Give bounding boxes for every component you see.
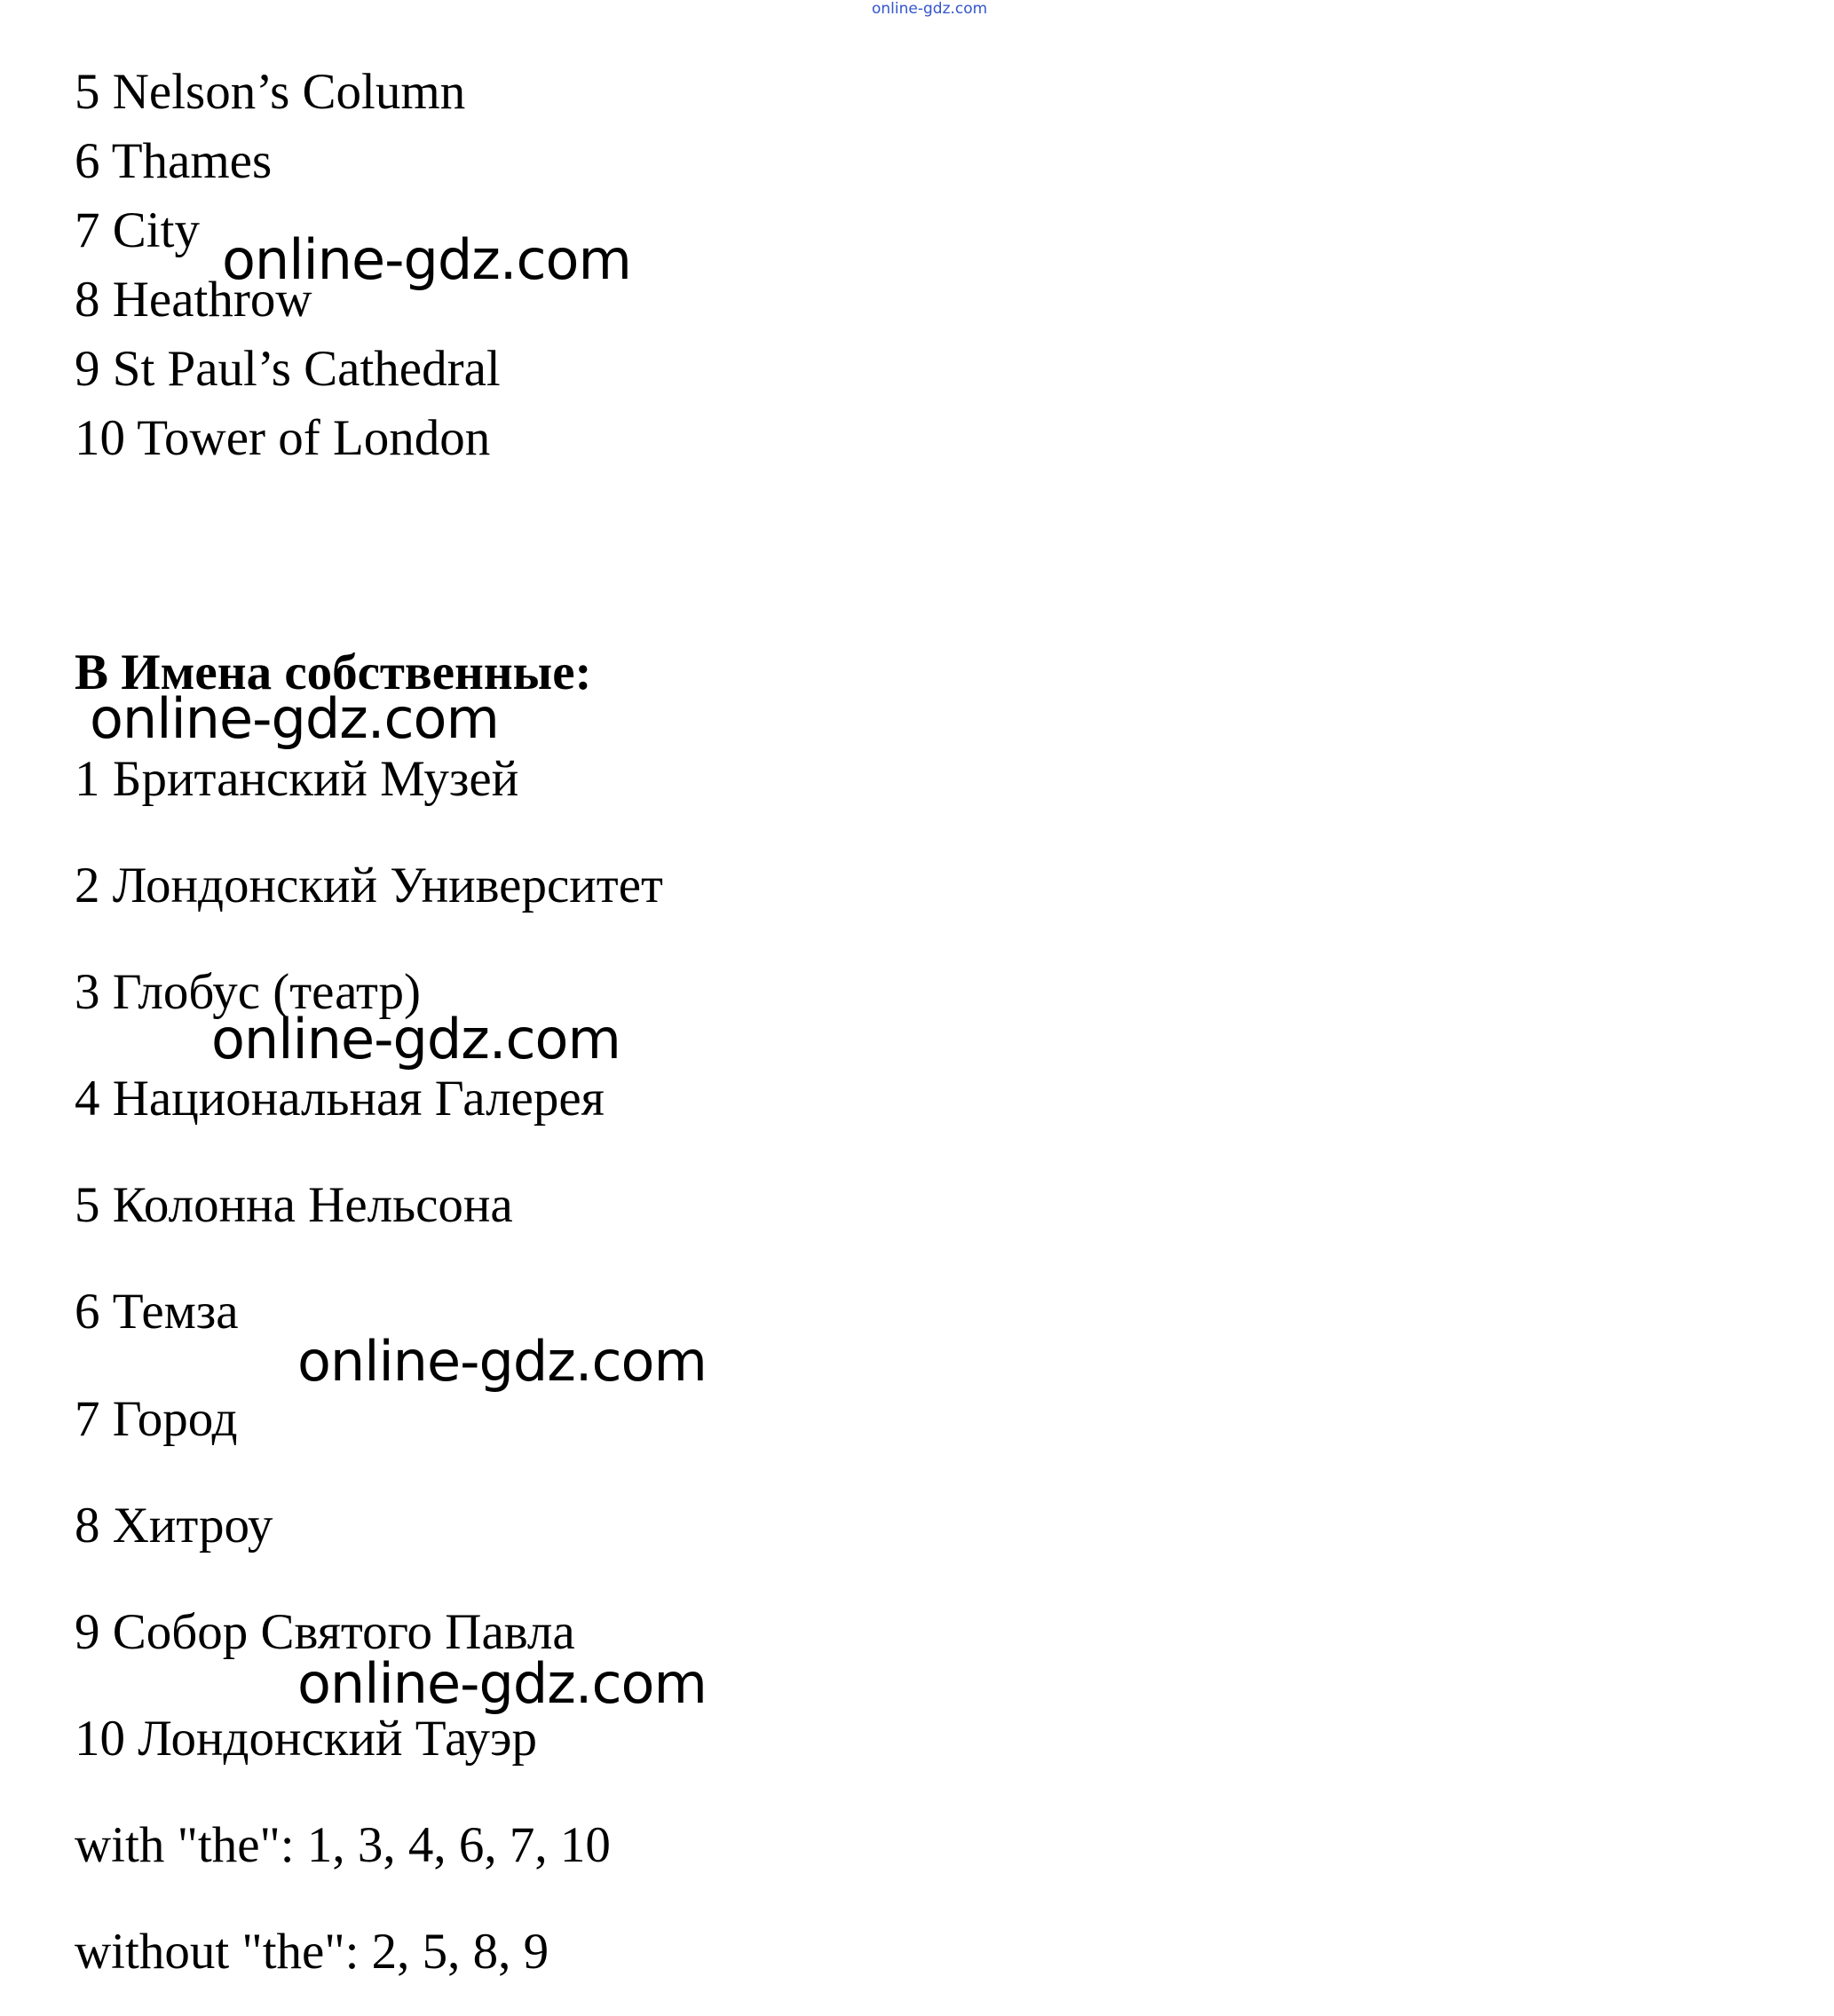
list-item-a-10: 10 Tower of London	[75, 410, 491, 466]
list-item-b-10: 10 Лондонский Тауэр	[75, 1711, 538, 1767]
list-item-b-8: 8 Хитроу	[75, 1498, 273, 1554]
list-item-a-9: 9 St Paul’s Cathedral	[75, 341, 501, 397]
watermark: online-gdz.com	[222, 227, 631, 292]
list-item-b-9: 9 Собор Святого Павла	[75, 1604, 575, 1660]
list-item-b-3: 3 Глобус (театр)	[75, 964, 422, 1020]
header-watermark: online-gdz.com	[872, 0, 988, 18]
list-item-a-8: 8 Heathrow	[75, 272, 312, 328]
list-item-a-5: 5 Nelson’s Column	[75, 64, 466, 120]
list-item-b-7: 7 Город	[75, 1391, 238, 1447]
list-item-b-1: 1 Британский Музей	[75, 751, 519, 807]
list-item-b-5: 5 Колонна Нельсона	[75, 1177, 513, 1233]
list-item-a-6: 6 Thames	[75, 133, 273, 189]
watermark: online-gdz.com	[90, 686, 499, 751]
list-item-b-4: 4 Национальная Галерея	[75, 1071, 605, 1127]
watermark: online-gdz.com	[297, 1329, 707, 1394]
section-b-heading: B Имена собственные:	[75, 644, 592, 700]
list-item-a-7: 7 City	[75, 202, 200, 258]
list-item-b-2: 2 Лондонский Университет	[75, 858, 663, 913]
without-the-summary: without "the": 2, 5, 8, 9	[75, 1924, 549, 1980]
with-the-summary: with "the": 1, 3, 4, 6, 7, 10	[75, 1817, 611, 1873]
watermark: online-gdz.com	[297, 1651, 707, 1716]
watermark: online-gdz.com	[211, 1007, 621, 1071]
list-item-b-6: 6 Темза	[75, 1284, 239, 1340]
